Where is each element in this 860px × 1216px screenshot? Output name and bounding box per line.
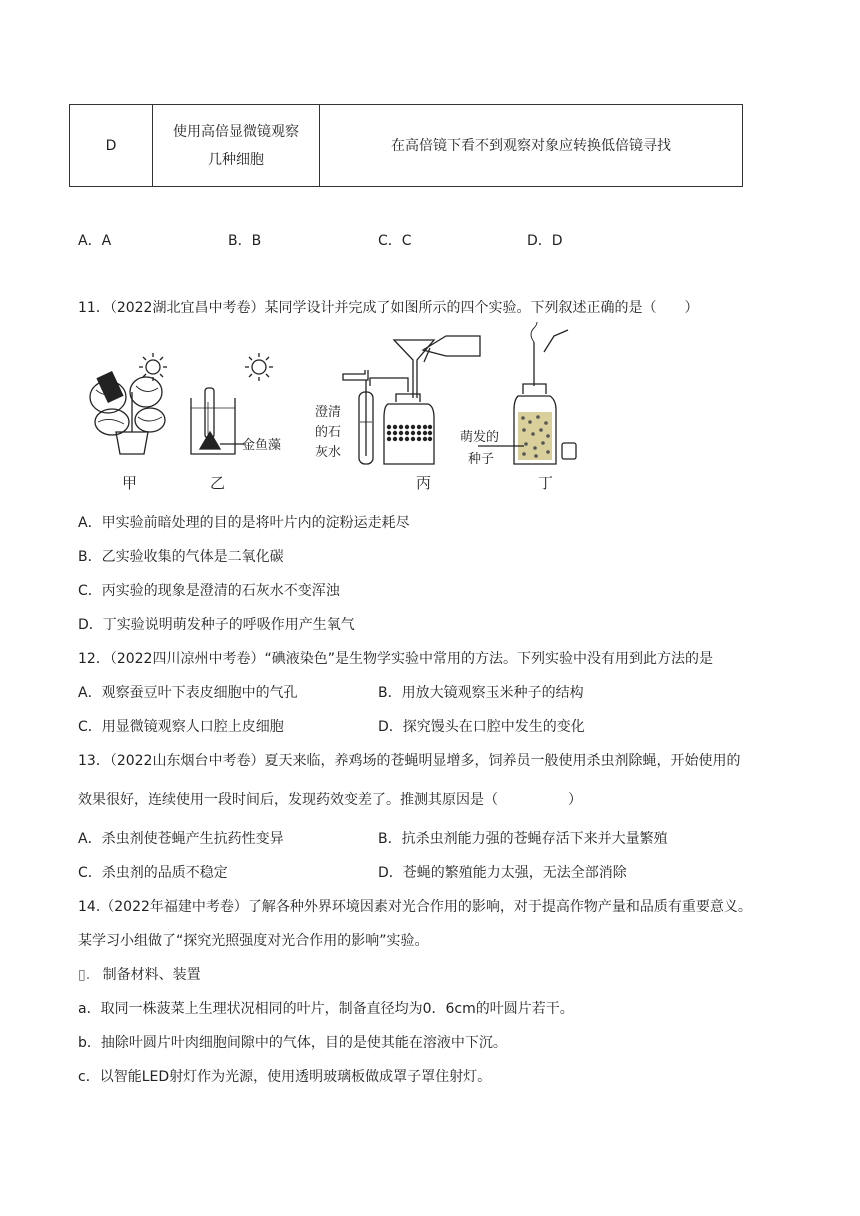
q14-stem-line1: 14.（2022年福建中考卷）了解各种外界环境因素对光合作用的影响，对于提高作物产量和品质有重要意义。 xyxy=(78,899,752,915)
q14-section-title: 制备材料、装置 xyxy=(102,967,201,983)
q11-option-a: A．甲实验前暗处理的目的是将叶片内的淀粉运走耗尽 xyxy=(78,515,410,531)
q13-option-d: D．苍蝇的繁殖能力太强，无法全部消除 xyxy=(378,865,627,881)
q13-option-b: B．抗杀虫剂能力强的苍蝇存活下来并大量繁殖 xyxy=(378,831,668,847)
q14-step-a: a．取同一株菠菜上生理状况相同的叶片，制备直径均为0．6cm的叶圆片若干。 xyxy=(78,1001,574,1017)
label-jia: 甲 xyxy=(122,474,138,492)
q10-option-d: D．D xyxy=(527,233,563,249)
q11-option-c: C．丙实验的现象是澄清的石灰水不变浑浊 xyxy=(78,583,340,599)
table-cell-content-line1: 使用高倍显微镜观察 xyxy=(173,123,299,140)
beaker-waterweed-icon xyxy=(191,388,246,454)
label-limewater-3: 灰水 xyxy=(315,445,342,460)
q11-figure xyxy=(78,322,598,494)
q12-option-a: A．观察蚕豆叶下表皮细胞中的气孔 xyxy=(78,685,298,701)
label-seeds-2: 种子 xyxy=(468,452,495,467)
sun-icon xyxy=(245,353,273,381)
potted-plant-icon xyxy=(90,372,165,454)
q12-option-c: C．用显微镜观察人口腔上皮细胞 xyxy=(78,719,284,735)
label-ding: 丁 xyxy=(538,474,554,492)
q11-option-d: D．丁实验说明萌发种子的呼吸作用产生氧气 xyxy=(78,617,355,633)
table-cell-content-line2: 几种细胞 xyxy=(208,151,264,168)
q14-section-marker: ▯. xyxy=(78,967,91,983)
table-cell-note: 在高倍镜下看不到观察对象应转换低倍镜寻找 xyxy=(320,105,743,187)
label-yi: 乙 xyxy=(210,474,226,492)
q13-stem-line2: 效果很好，连续使用一段时间后，发现药效变差了。推测其原因是（ ） xyxy=(78,792,582,808)
q12-option-d: D．探究馒头在口腔中发生的变化 xyxy=(378,719,585,735)
label-seeds-1: 萌发的 xyxy=(460,430,500,445)
q13-option-a: A．杀虫剂使苍蝇产生抗药性变异 xyxy=(78,831,284,847)
q11-stem: 11．（2022湖北宜昌中考卷）某同学设计并完成了如图所示的四个实验。下列叙述正确的是（ ） xyxy=(78,300,699,316)
q10-option-b: B．B xyxy=(228,233,262,249)
options-table xyxy=(69,104,743,187)
table-row xyxy=(70,105,743,187)
label-limewater-1: 澄清 xyxy=(315,405,342,420)
q12-stem: 12．（2022四川凉州中考卷）“碘液染色”是生物学实验中常用的方法。下列实验中没有用到此方法的是 xyxy=(78,651,713,667)
q13-stem-line1: 13．（2022山东烟台中考卷）夏天来临，养鸡场的苍蝇明显增多，饲养员一般使用杀虫剂除蝇，开始使用的 xyxy=(78,753,741,769)
label-goldfish-weed: 金鱼藻 xyxy=(242,438,282,453)
q10-option-a: A．A xyxy=(78,233,112,249)
table-cell-letter: D xyxy=(70,105,153,187)
q14-step-c: c．以智能LED射灯作为光源，使用透明玻璃板做成罩子罩住射灯。 xyxy=(78,1069,492,1085)
q14-stem-line2: 某学习小组做了“探究光照强度对光合作用的影响”实验。 xyxy=(78,933,429,949)
q11-option-b: B．乙实验收集的气体是二氧化碳 xyxy=(78,549,284,565)
q13-option-c: C．杀虫剂的品质不稳定 xyxy=(78,865,228,881)
q10-option-c: C．C xyxy=(378,233,412,249)
q14-step-b: b．抽除叶圆片叶肉细胞间隙中的气体，目的是使其能在溶液中下沉。 xyxy=(78,1035,507,1051)
table-cell-content xyxy=(153,105,320,187)
q12-option-b: B．用放大镜观察玉米种子的结构 xyxy=(378,685,584,701)
label-bing: 丙 xyxy=(416,474,432,492)
label-limewater-2: 的石 xyxy=(315,425,342,440)
q14-section-heading xyxy=(78,964,201,984)
